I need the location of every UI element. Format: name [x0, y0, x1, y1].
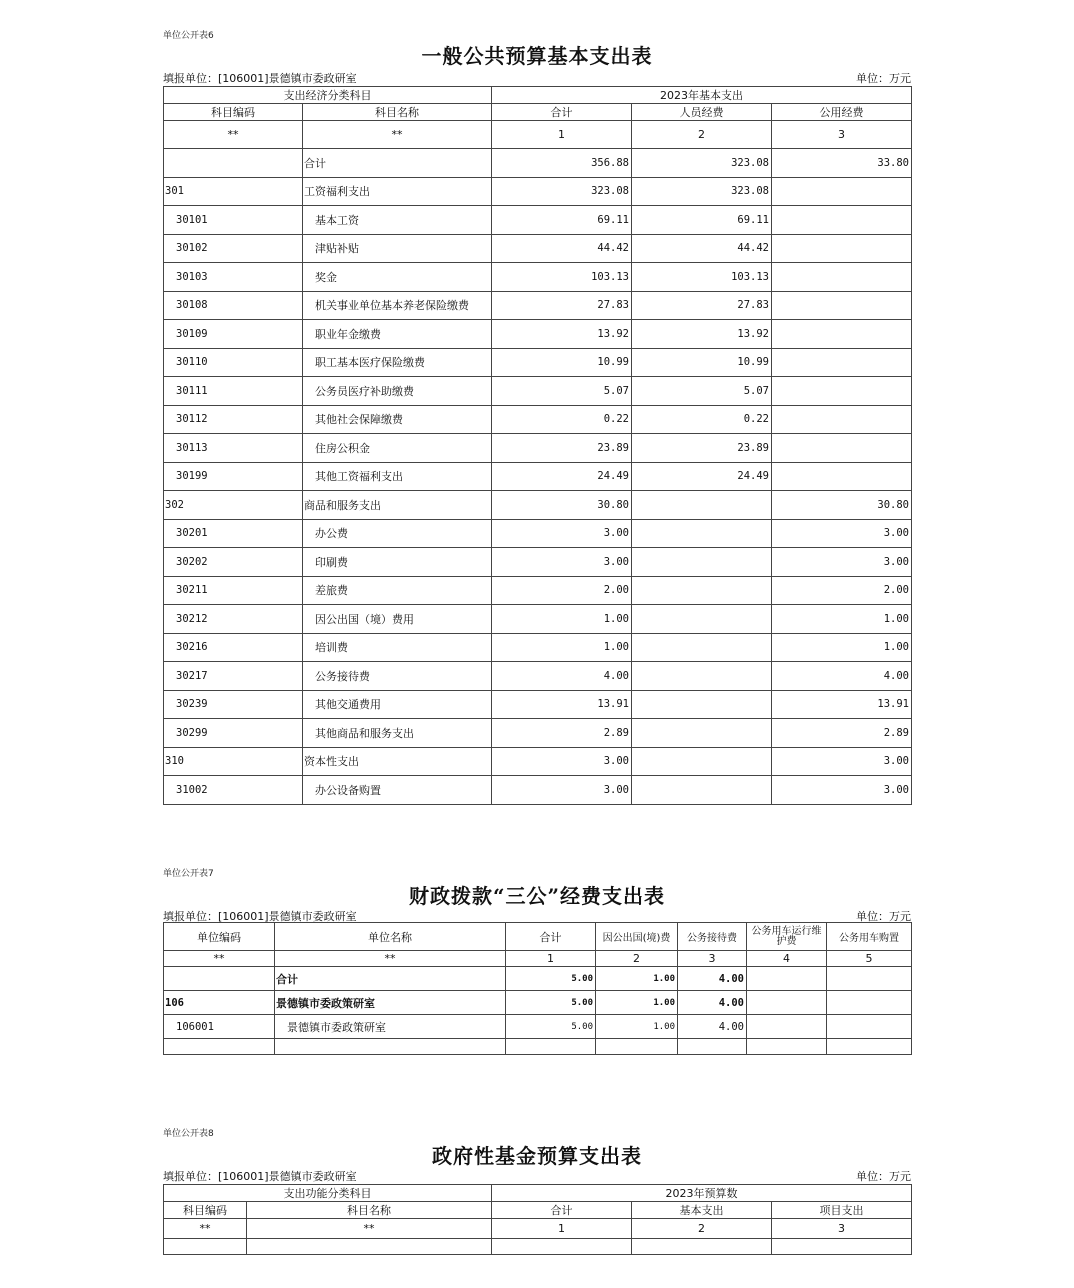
table7-title: 财政拨款“三公”经费支出表	[408, 884, 665, 908]
car-run-cell	[747, 967, 827, 991]
total-cell: 1.00	[492, 633, 632, 662]
personnel-cell: 44.42	[632, 234, 772, 263]
table-row	[164, 206, 912, 235]
index-cell: 2	[596, 951, 678, 967]
subject-code-cell: 31002	[164, 776, 303, 805]
table8-group-row	[164, 1185, 912, 1202]
public-cell: 13.91	[772, 690, 912, 719]
table6-group-left: 支出经济分类科目	[164, 87, 492, 104]
public-cell	[772, 377, 912, 406]
subject-code-cell: 30217	[164, 662, 303, 691]
public-cell	[772, 462, 912, 491]
table8-section	[163, 1124, 911, 1264]
unit-code-cell: 106	[164, 991, 275, 1015]
table7-tag: 单位公开表7	[163, 869, 214, 879]
public-cell: 2.00	[772, 576, 912, 605]
table-row	[164, 405, 912, 434]
subject-code-cell: 30110	[164, 348, 303, 377]
subject-name-cell: 办公设备购置	[303, 776, 492, 805]
table7	[163, 922, 912, 1055]
table-row	[164, 149, 912, 178]
table6-group-right: 2023年基本支出	[492, 87, 912, 104]
table-row	[164, 434, 912, 463]
total-cell: 44.42	[492, 234, 632, 263]
column-header: 公务接待费	[678, 923, 747, 951]
table6-section	[163, 26, 911, 808]
table-row	[164, 177, 912, 206]
table6-group-row	[164, 87, 912, 104]
table7-section	[163, 864, 911, 1060]
subject-name-cell: 津贴补贴	[303, 234, 492, 263]
total-cell: 3.00	[492, 548, 632, 577]
column-header: 单位名称	[275, 923, 506, 951]
car-buy-cell	[827, 967, 912, 991]
column-header: 单位编码	[164, 923, 275, 951]
subject-name-cell: 职业年金缴费	[303, 320, 492, 349]
index-cell: 3	[772, 1219, 912, 1239]
total-cell: 27.83	[492, 291, 632, 320]
table6-index-row	[164, 121, 912, 149]
public-cell	[772, 405, 912, 434]
table6-filler: 填报单位：[106001]景德镇市委政研室	[163, 72, 357, 85]
subject-name-cell: 办公费	[303, 519, 492, 548]
public-cell	[772, 291, 912, 320]
public-cell: 1.00	[772, 633, 912, 662]
total-cell: 3.00	[492, 776, 632, 805]
total-cell: 13.92	[492, 320, 632, 349]
total-cell: 5.00	[506, 1015, 596, 1039]
index-cell: 2	[632, 121, 772, 149]
column-header: 公务用车购置	[827, 923, 912, 951]
subject-code-cell: 30201	[164, 519, 303, 548]
subject-code-cell: 302	[164, 491, 303, 520]
car-buy-cell	[827, 991, 912, 1015]
subject-name-cell: 其他商品和服务支出	[303, 719, 492, 748]
personnel-cell	[632, 576, 772, 605]
personnel-cell	[632, 519, 772, 548]
total-cell: 5.00	[506, 991, 596, 1015]
table6-tag: 单位公开表6	[163, 31, 214, 41]
car-run-cell	[747, 1015, 827, 1039]
subject-code-cell: 30109	[164, 320, 303, 349]
table6-unit: 单位：万元	[856, 72, 911, 85]
subject-name-cell: 住房公积金	[303, 434, 492, 463]
total-cell: 23.89	[492, 434, 632, 463]
index-cell: 5	[827, 951, 912, 967]
abroad-cell: 1.00	[596, 991, 678, 1015]
public-cell: 3.00	[772, 548, 912, 577]
index-cell: 1	[506, 951, 596, 967]
column-header: 项目支出	[772, 1202, 912, 1219]
public-cell: 30.80	[772, 491, 912, 520]
index-cell: 2	[632, 1219, 772, 1239]
personnel-cell: 69.11	[632, 206, 772, 235]
total-cell: 3.00	[492, 519, 632, 548]
column-header: 公务用车运行维护费	[747, 923, 827, 951]
subject-code-cell: 30108	[164, 291, 303, 320]
subject-code-cell: 310	[164, 747, 303, 776]
personnel-cell	[632, 690, 772, 719]
table-row	[164, 291, 912, 320]
table-row	[164, 576, 912, 605]
subject-name-cell: 公务员医疗补助缴费	[303, 377, 492, 406]
total-cell: 30.80	[492, 491, 632, 520]
total-cell: 323.08	[492, 177, 632, 206]
subject-name-cell: 奖金	[303, 263, 492, 292]
public-cell: 3.00	[772, 747, 912, 776]
table-row	[164, 491, 912, 520]
public-cell: 3.00	[772, 776, 912, 805]
personnel-cell	[632, 605, 772, 634]
table8-header-row	[164, 1202, 912, 1219]
table8-index-row	[164, 1219, 912, 1239]
reception-cell: 4.00	[678, 967, 747, 991]
table6-title: 一般公共预算基本支出表	[421, 44, 653, 68]
total-cell: 5.07	[492, 377, 632, 406]
subject-name-cell: 其他工资福利支出	[303, 462, 492, 491]
subject-name-cell: 工资福利支出	[303, 177, 492, 206]
subject-name-cell: 资本性支出	[303, 747, 492, 776]
table-row	[164, 605, 912, 634]
subject-name-cell: 培训费	[303, 633, 492, 662]
index-cell: **	[275, 951, 506, 967]
table8-group-left: 支出功能分类科目	[164, 1185, 492, 1202]
empty-cell	[247, 1239, 492, 1255]
subject-code-cell: 30112	[164, 405, 303, 434]
subject-name-cell: 基本工资	[303, 206, 492, 235]
subject-name-cell: 合计	[303, 149, 492, 178]
empty-cell	[772, 1239, 912, 1255]
subject-code-cell: 301	[164, 177, 303, 206]
table-row	[164, 991, 912, 1015]
unit-code-cell	[164, 967, 275, 991]
personnel-cell: 0.22	[632, 405, 772, 434]
personnel-cell: 323.08	[632, 177, 772, 206]
column-header: 人员经费	[632, 104, 772, 121]
table7-unit: 单位：万元	[856, 910, 911, 923]
empty-cell	[827, 1039, 912, 1055]
public-cell	[772, 434, 912, 463]
total-cell: 103.13	[492, 263, 632, 292]
total-cell: 3.00	[492, 747, 632, 776]
subject-name-cell: 商品和服务支出	[303, 491, 492, 520]
table7-filler: 填报单位：[106001]景德镇市委政研室	[163, 910, 357, 923]
personnel-cell: 23.89	[632, 434, 772, 463]
subject-name-cell: 其他社会保障缴费	[303, 405, 492, 434]
table-row	[164, 719, 912, 748]
public-cell	[772, 234, 912, 263]
table7-index-row	[164, 951, 912, 967]
table8-tag: 单位公开表8	[163, 1129, 214, 1139]
table-row	[164, 234, 912, 263]
column-header: 合计	[492, 1202, 632, 1219]
table8-title: 政府性基金预算支出表	[432, 1144, 642, 1168]
table8-filler: 填报单位：[106001]景德镇市委政研室	[163, 1170, 357, 1183]
column-header: 因公出国(境)费	[596, 923, 678, 951]
public-cell: 33.80	[772, 149, 912, 178]
table8-empty-row	[164, 1239, 912, 1255]
table-row	[164, 519, 912, 548]
unit-name-cell: 合计	[275, 967, 506, 991]
subject-name-cell: 公务接待费	[303, 662, 492, 691]
total-cell: 10.99	[492, 348, 632, 377]
table-row	[164, 967, 912, 991]
table7-empty-row	[164, 1039, 912, 1055]
empty-cell	[747, 1039, 827, 1055]
subject-code-cell: 30299	[164, 719, 303, 748]
public-cell	[772, 177, 912, 206]
public-cell: 2.89	[772, 719, 912, 748]
index-cell: **	[164, 1219, 247, 1239]
personnel-cell: 10.99	[632, 348, 772, 377]
subject-code-cell: 30211	[164, 576, 303, 605]
index-cell: 3	[678, 951, 747, 967]
total-cell: 69.11	[492, 206, 632, 235]
personnel-cell: 27.83	[632, 291, 772, 320]
reception-cell: 4.00	[678, 1015, 747, 1039]
table-row	[164, 1015, 912, 1039]
unit-name-cell: 景德镇市委政策研室	[275, 991, 506, 1015]
table-row	[164, 633, 912, 662]
subject-name-cell: 机关事业单位基本养老保险缴费	[303, 291, 492, 320]
total-cell: 1.00	[492, 605, 632, 634]
subject-name-cell: 职工基本医疗保险缴费	[303, 348, 492, 377]
personnel-cell	[632, 662, 772, 691]
abroad-cell: 1.00	[596, 967, 678, 991]
total-cell: 5.00	[506, 967, 596, 991]
empty-cell	[632, 1239, 772, 1255]
subject-code-cell: 30212	[164, 605, 303, 634]
reception-cell: 4.00	[678, 991, 747, 1015]
table6-header-row	[164, 104, 912, 121]
table-row	[164, 747, 912, 776]
column-header: 科目名称	[303, 104, 492, 121]
public-cell	[772, 263, 912, 292]
total-cell: 24.49	[492, 462, 632, 491]
total-cell: 2.00	[492, 576, 632, 605]
index-cell: **	[164, 121, 303, 149]
personnel-cell	[632, 633, 772, 662]
column-header: 科目名称	[247, 1202, 492, 1219]
total-cell: 356.88	[492, 149, 632, 178]
personnel-cell: 5.07	[632, 377, 772, 406]
subject-code-cell: 30199	[164, 462, 303, 491]
personnel-cell	[632, 776, 772, 805]
subject-code-cell: 30101	[164, 206, 303, 235]
public-cell: 3.00	[772, 519, 912, 548]
column-header: 科目编码	[164, 104, 303, 121]
index-cell: 3	[772, 121, 912, 149]
empty-cell	[506, 1039, 596, 1055]
public-cell: 1.00	[772, 605, 912, 634]
table-row	[164, 776, 912, 805]
public-cell	[772, 320, 912, 349]
personnel-cell	[632, 747, 772, 776]
personnel-cell: 103.13	[632, 263, 772, 292]
table-row	[164, 548, 912, 577]
public-cell	[772, 348, 912, 377]
total-cell: 2.89	[492, 719, 632, 748]
personnel-cell: 13.92	[632, 320, 772, 349]
index-cell: **	[247, 1219, 492, 1239]
empty-cell	[492, 1239, 632, 1255]
table-row	[164, 690, 912, 719]
personnel-cell	[632, 548, 772, 577]
total-cell: 13.91	[492, 690, 632, 719]
table-row	[164, 662, 912, 691]
subject-code-cell: 30103	[164, 263, 303, 292]
index-cell: 1	[492, 121, 632, 149]
public-cell	[772, 206, 912, 235]
total-cell: 4.00	[492, 662, 632, 691]
table-row	[164, 377, 912, 406]
table8-unit: 单位：万元	[856, 1170, 911, 1183]
index-cell: **	[303, 121, 492, 149]
table-row	[164, 348, 912, 377]
table-row	[164, 263, 912, 292]
personnel-cell: 323.08	[632, 149, 772, 178]
empty-cell	[678, 1039, 747, 1055]
table-row	[164, 462, 912, 491]
abroad-cell: 1.00	[596, 1015, 678, 1039]
column-header: 合计	[506, 923, 596, 951]
table-row	[164, 320, 912, 349]
column-header: 合计	[492, 104, 632, 121]
subject-code-cell: 30111	[164, 377, 303, 406]
table8	[163, 1184, 912, 1255]
empty-cell	[596, 1039, 678, 1055]
subject-code-cell: 30113	[164, 434, 303, 463]
column-header: 科目编码	[164, 1202, 247, 1219]
total-cell: 0.22	[492, 405, 632, 434]
table7-header-row	[164, 923, 912, 951]
subject-code-cell: 30239	[164, 690, 303, 719]
subject-code-cell: 30202	[164, 548, 303, 577]
car-run-cell	[747, 991, 827, 1015]
column-header: 基本支出	[632, 1202, 772, 1219]
subject-name-cell: 印刷费	[303, 548, 492, 577]
subject-name-cell: 差旅费	[303, 576, 492, 605]
subject-code-cell	[164, 149, 303, 178]
personnel-cell	[632, 719, 772, 748]
personnel-cell	[632, 491, 772, 520]
car-buy-cell	[827, 1015, 912, 1039]
subject-name-cell: 其他交通费用	[303, 690, 492, 719]
empty-cell	[275, 1039, 506, 1055]
empty-cell	[164, 1239, 247, 1255]
personnel-cell: 24.49	[632, 462, 772, 491]
subject-code-cell: 30216	[164, 633, 303, 662]
subject-name-cell: 因公出国（境）费用	[303, 605, 492, 634]
column-header: 公用经费	[772, 104, 912, 121]
index-cell: **	[164, 951, 275, 967]
index-cell: 1	[492, 1219, 632, 1239]
empty-cell	[164, 1039, 275, 1055]
table6	[163, 86, 912, 805]
public-cell: 4.00	[772, 662, 912, 691]
unit-code-cell: 106001	[164, 1015, 275, 1039]
table8-group-right: 2023年预算数	[492, 1185, 912, 1202]
index-cell: 4	[747, 951, 827, 967]
subject-code-cell: 30102	[164, 234, 303, 263]
unit-name-cell: 景德镇市委政策研室	[275, 1015, 506, 1039]
